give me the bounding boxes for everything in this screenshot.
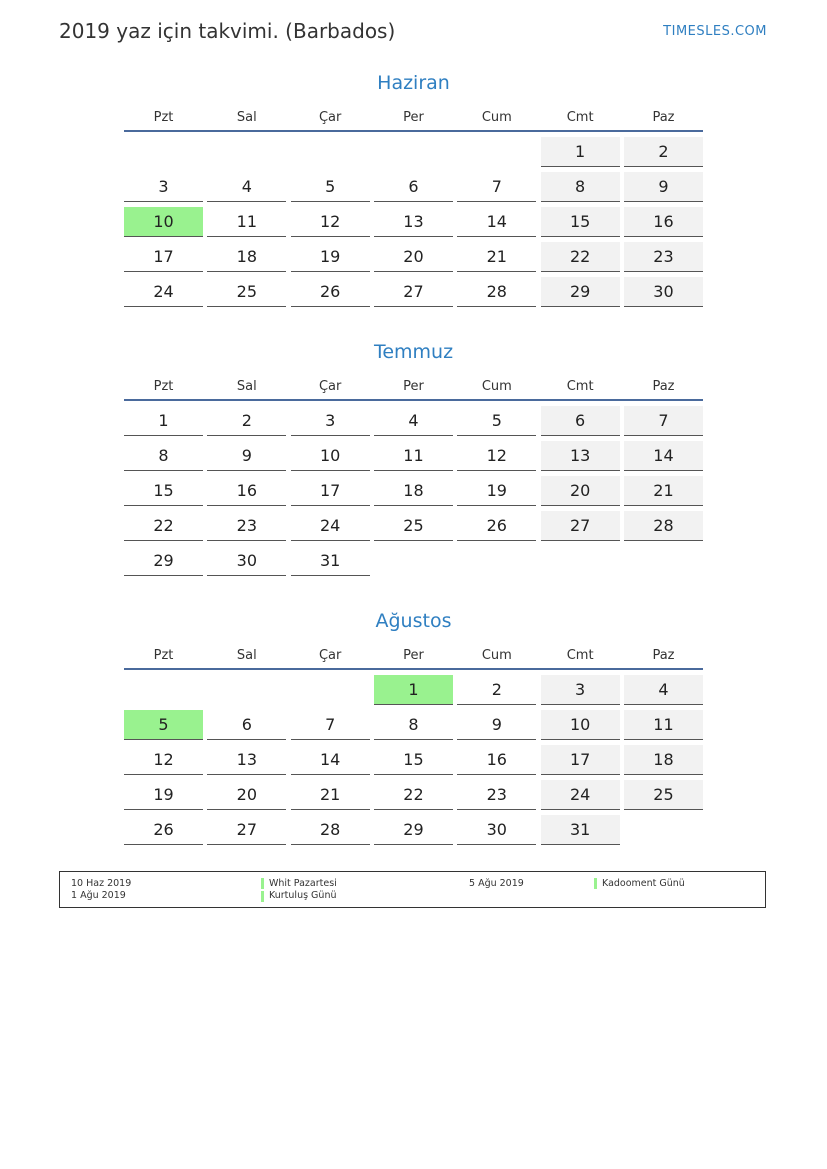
day-cell: 16	[624, 207, 703, 237]
day-cell: 24	[124, 277, 203, 307]
day-cell: 4	[624, 675, 703, 705]
day-cell: 3	[541, 675, 620, 705]
empty-cell	[207, 675, 286, 705]
legend-date: 10 Haz 2019	[71, 878, 132, 889]
day-cell: 11	[624, 710, 703, 740]
day-cell: 27	[374, 277, 453, 307]
day-cell: 13	[541, 441, 620, 471]
weekday-label: Sal	[236, 110, 257, 125]
day-cell: 23	[207, 511, 286, 541]
weekday-label: Paz	[652, 648, 675, 663]
weekday-label: Çar	[318, 648, 342, 663]
weekday-label: Cmt	[566, 379, 594, 394]
weekday-label: Sal	[236, 379, 257, 394]
empty-cell	[457, 137, 536, 167]
day-cell: 20	[374, 242, 453, 272]
day-cell: 29	[374, 815, 453, 845]
day-cell: 22	[124, 511, 203, 541]
day-cell: 9	[207, 441, 286, 471]
day-cell: 15	[124, 476, 203, 506]
empty-cell	[207, 137, 286, 167]
day-cell: 17	[541, 745, 620, 775]
weekday-label: Sal	[236, 648, 257, 663]
day-cell: 6	[374, 172, 453, 202]
day-cell: 31	[291, 546, 370, 576]
day-cell: 3	[124, 172, 203, 202]
day-grid	[124, 406, 703, 576]
legend-marker	[261, 891, 264, 902]
day-cell: 9	[457, 710, 536, 740]
day-cell: 19	[457, 476, 536, 506]
day-cell: 4	[207, 172, 286, 202]
day-cell: 25	[374, 511, 453, 541]
weekday-label: Per	[403, 379, 424, 394]
day-cell: 7	[291, 710, 370, 740]
day-cell: 30	[457, 815, 536, 845]
weekday-header	[124, 106, 703, 132]
weekday-label: Per	[403, 648, 424, 663]
holiday-legend	[59, 871, 766, 908]
day-cell: 2	[207, 406, 286, 436]
weekday-label: Cum	[481, 379, 512, 394]
legend-name: Whit Pazartesi	[269, 878, 337, 889]
legend-name: Kurtuluş Günü	[269, 890, 337, 901]
day-cell: 14	[624, 441, 703, 471]
day-cell: 5	[457, 406, 536, 436]
day-cell: 18	[624, 745, 703, 775]
holiday-day-cell: 1	[374, 675, 453, 705]
day-cell: 21	[457, 242, 536, 272]
month-name: Temmuz	[373, 341, 454, 363]
day-cell: 27	[541, 511, 620, 541]
day-cell: 14	[291, 745, 370, 775]
day-cell: 4	[374, 406, 453, 436]
brand-link[interactable]: TIMESLES.COM	[663, 24, 767, 39]
day-grid	[124, 137, 703, 307]
day-cell: 19	[291, 242, 370, 272]
day-cell: 9	[624, 172, 703, 202]
day-cell: 25	[624, 780, 703, 810]
day-cell: 1	[124, 406, 203, 436]
day-cell: 28	[291, 815, 370, 845]
empty-cell	[124, 137, 203, 167]
day-cell: 24	[541, 780, 620, 810]
day-cell: 23	[457, 780, 536, 810]
day-cell: 29	[541, 277, 620, 307]
day-cell: 10	[291, 441, 370, 471]
day-cell: 22	[374, 780, 453, 810]
empty-cell	[124, 675, 203, 705]
day-cell: 30	[207, 546, 286, 576]
legend-marker	[261, 878, 264, 889]
day-cell: 11	[374, 441, 453, 471]
day-cell: 18	[207, 242, 286, 272]
day-cell: 28	[457, 277, 536, 307]
day-cell: 16	[457, 745, 536, 775]
day-cell: 6	[207, 710, 286, 740]
day-cell: 15	[374, 745, 453, 775]
legend-marker	[594, 878, 597, 889]
page-title: 2019 yaz için takvimi. (Barbados)	[59, 19, 396, 43]
day-cell: 17	[124, 242, 203, 272]
holiday-day-cell: 5	[124, 710, 203, 740]
weekday-header	[124, 644, 703, 670]
legend-date: 1 Ağu 2019	[71, 890, 126, 901]
day-cell: 20	[207, 780, 286, 810]
empty-cell	[374, 137, 453, 167]
month-august	[124, 608, 703, 845]
day-cell: 26	[291, 277, 370, 307]
day-cell: 3	[291, 406, 370, 436]
weekday-label: Pzt	[153, 379, 174, 394]
day-cell: 8	[374, 710, 453, 740]
month-june	[124, 70, 703, 307]
month-name: Ağustos	[375, 610, 452, 632]
day-cell: 1	[541, 137, 620, 167]
weekday-label: Cum	[481, 110, 512, 125]
day-cell: 18	[374, 476, 453, 506]
day-cell: 19	[124, 780, 203, 810]
day-grid	[124, 675, 703, 845]
weekday-label: Per	[403, 110, 424, 125]
day-cell: 21	[624, 476, 703, 506]
day-cell: 8	[541, 172, 620, 202]
day-cell: 10	[541, 710, 620, 740]
day-cell: 30	[624, 277, 703, 307]
day-cell: 31	[541, 815, 620, 845]
day-cell: 24	[291, 511, 370, 541]
weekday-header	[124, 375, 703, 401]
day-cell: 25	[207, 277, 286, 307]
day-cell: 26	[124, 815, 203, 845]
day-cell: 20	[541, 476, 620, 506]
day-cell: 2	[624, 137, 703, 167]
day-cell: 28	[624, 511, 703, 541]
legend-date: 5 Ağu 2019	[469, 878, 524, 889]
day-cell: 11	[207, 207, 286, 237]
weekday-label: Çar	[318, 379, 342, 394]
month-name: Haziran	[377, 72, 450, 94]
day-cell: 5	[291, 172, 370, 202]
holiday-day-cell: 10	[124, 207, 203, 237]
day-cell: 21	[291, 780, 370, 810]
day-cell: 14	[457, 207, 536, 237]
weekday-label: Pzt	[153, 110, 174, 125]
day-cell: 7	[457, 172, 536, 202]
weekday-label: Cmt	[566, 648, 594, 663]
weekday-label: Paz	[652, 379, 675, 394]
day-cell: 29	[124, 546, 203, 576]
empty-cell	[291, 137, 370, 167]
day-cell: 23	[624, 242, 703, 272]
empty-cell	[291, 675, 370, 705]
day-cell: 12	[124, 745, 203, 775]
weekday-label: Cum	[481, 648, 512, 663]
day-cell: 12	[291, 207, 370, 237]
day-cell: 27	[207, 815, 286, 845]
weekday-label: Çar	[318, 110, 342, 125]
day-cell: 22	[541, 242, 620, 272]
weekday-label: Pzt	[153, 648, 174, 663]
day-cell: 13	[374, 207, 453, 237]
day-cell: 2	[457, 675, 536, 705]
month-july	[124, 339, 703, 576]
day-cell: 17	[291, 476, 370, 506]
day-cell: 26	[457, 511, 536, 541]
weekday-label: Paz	[652, 110, 675, 125]
weekday-label: Cmt	[566, 110, 594, 125]
day-cell: 13	[207, 745, 286, 775]
day-cell: 8	[124, 441, 203, 471]
day-cell: 16	[207, 476, 286, 506]
legend-name: Kadooment Günü	[602, 878, 685, 889]
day-cell: 6	[541, 406, 620, 436]
day-cell: 15	[541, 207, 620, 237]
day-cell: 7	[624, 406, 703, 436]
day-cell: 12	[457, 441, 536, 471]
